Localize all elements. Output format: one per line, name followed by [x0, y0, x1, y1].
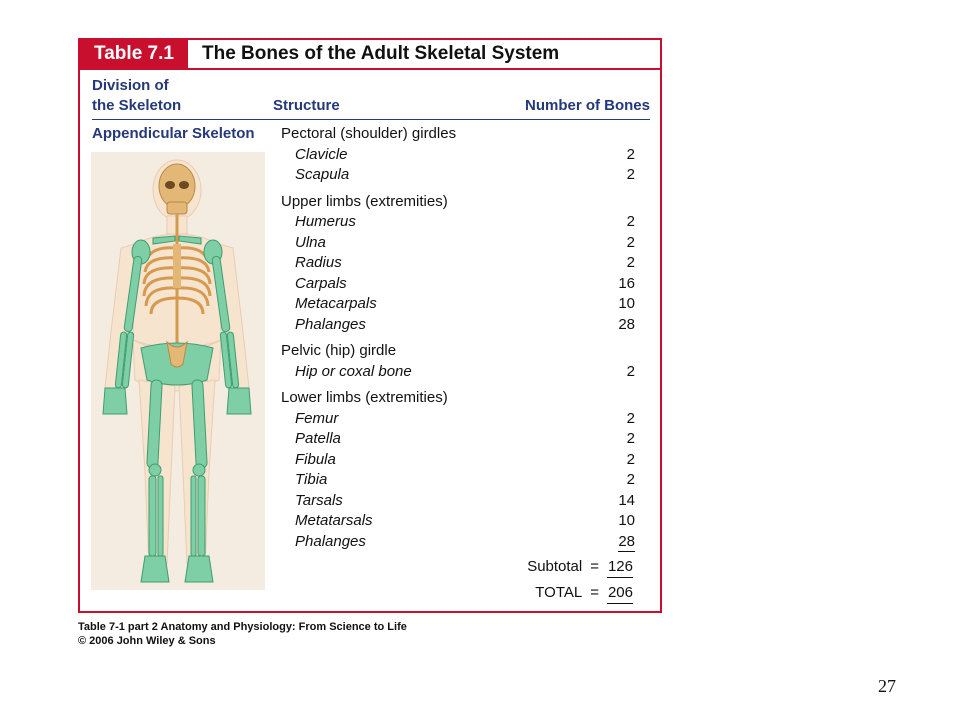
bone-name: Patella	[295, 430, 341, 447]
group-row	[281, 192, 635, 213]
table-row	[281, 315, 635, 336]
skeleton-illustration-icon	[91, 152, 265, 590]
column-header-division	[92, 76, 242, 116]
bone-count: 28	[618, 315, 635, 333]
subtotal-value: 126	[607, 557, 633, 578]
header-divider	[80, 68, 660, 70]
page-number: 27	[878, 676, 896, 696]
bone-count: 10	[618, 512, 635, 529]
table-row	[281, 165, 635, 186]
credit-line-1: Table 7-1 part 2 Anatomy and Physiology: From Science to Life	[78, 621, 407, 633]
table-row	[281, 145, 635, 166]
credit-line-2: © 2006 John Wiley & Sons	[78, 635, 216, 647]
bone-name: Ulna	[295, 233, 326, 251]
group-row	[281, 341, 635, 362]
table-row	[281, 429, 635, 450]
bone-name: Fibula	[295, 450, 336, 468]
bone-name: Scapula	[295, 166, 350, 183]
subtotal-label: Subtotal	[527, 558, 583, 575]
bone-count: 2	[626, 213, 635, 230]
bone-count: 28	[618, 532, 635, 550]
group-row	[281, 388, 635, 409]
column-header-structure: Structure	[273, 97, 340, 114]
bone-name: Tibia	[295, 471, 328, 488]
column-header-division-line1: Division of	[92, 77, 169, 94]
bone-name: Clavicle	[295, 145, 348, 163]
bone-name: Carpals	[295, 274, 347, 292]
bone-count: 2	[626, 409, 635, 427]
bone-name: Metacarpals	[295, 295, 377, 312]
table-number-label: Table 7.1	[80, 40, 188, 68]
group-label: Upper limbs (extremities)	[281, 192, 448, 210]
total-row	[535, 582, 633, 604]
column-header-number-of-bones: Number of Bones	[524, 97, 650, 114]
total-label: TOTAL	[535, 584, 583, 601]
bone-count: 2	[626, 430, 635, 447]
column-header-division-line2: the Skeleton	[92, 97, 182, 114]
table-row	[281, 233, 635, 254]
total-value: 206	[607, 583, 633, 604]
group-label: Pectoral (shoulder) girdles	[281, 125, 457, 142]
table-row	[281, 470, 635, 491]
bone-count: 2	[626, 233, 635, 251]
bone-count: 2	[626, 166, 635, 183]
bone-name: Femur	[295, 409, 339, 427]
bone-name: Hip or coxal bone	[295, 362, 412, 380]
bone-name: Metatarsals	[295, 512, 373, 529]
subtotal-row	[527, 556, 633, 578]
figure-credit	[78, 620, 407, 648]
table-row	[281, 409, 635, 430]
bone-count: 2	[626, 145, 635, 163]
bone-count: 2	[626, 362, 635, 380]
table-row	[281, 294, 635, 315]
table-row	[281, 532, 635, 553]
group-row	[281, 124, 635, 145]
table-title: The Bones of the Adult Skeletal System	[202, 43, 560, 64]
table-title-bar	[80, 40, 660, 68]
bone-name: Phalanges	[295, 315, 366, 333]
group-label: Lower limbs (extremities)	[281, 389, 448, 406]
bone-list	[281, 124, 635, 552]
column-header-divider	[92, 119, 650, 120]
bone-name: Radius	[295, 254, 342, 271]
table-row	[281, 253, 635, 274]
bone-count: 10	[618, 295, 635, 312]
bone-count: 14	[618, 491, 635, 509]
table-row	[281, 274, 635, 295]
bone-name: Phalanges	[295, 532, 366, 550]
bone-count: 2	[626, 450, 635, 468]
division-name: Appendicular Skeleton	[92, 125, 255, 142]
subtotal-equals: =	[590, 558, 599, 575]
bone-count: 2	[626, 471, 635, 488]
table-row	[281, 491, 635, 512]
bone-count: 16	[618, 274, 635, 292]
group-label: Pelvic (hip) girdle	[281, 342, 397, 359]
table-row	[281, 362, 635, 383]
bone-name: Tarsals	[295, 491, 343, 509]
bone-name: Humerus	[295, 213, 356, 230]
table-panel	[78, 38, 662, 613]
table-row	[281, 212, 635, 233]
table-row	[281, 511, 635, 532]
total-equals: =	[590, 584, 599, 601]
table-row	[281, 450, 635, 471]
bone-count: 2	[626, 254, 635, 271]
